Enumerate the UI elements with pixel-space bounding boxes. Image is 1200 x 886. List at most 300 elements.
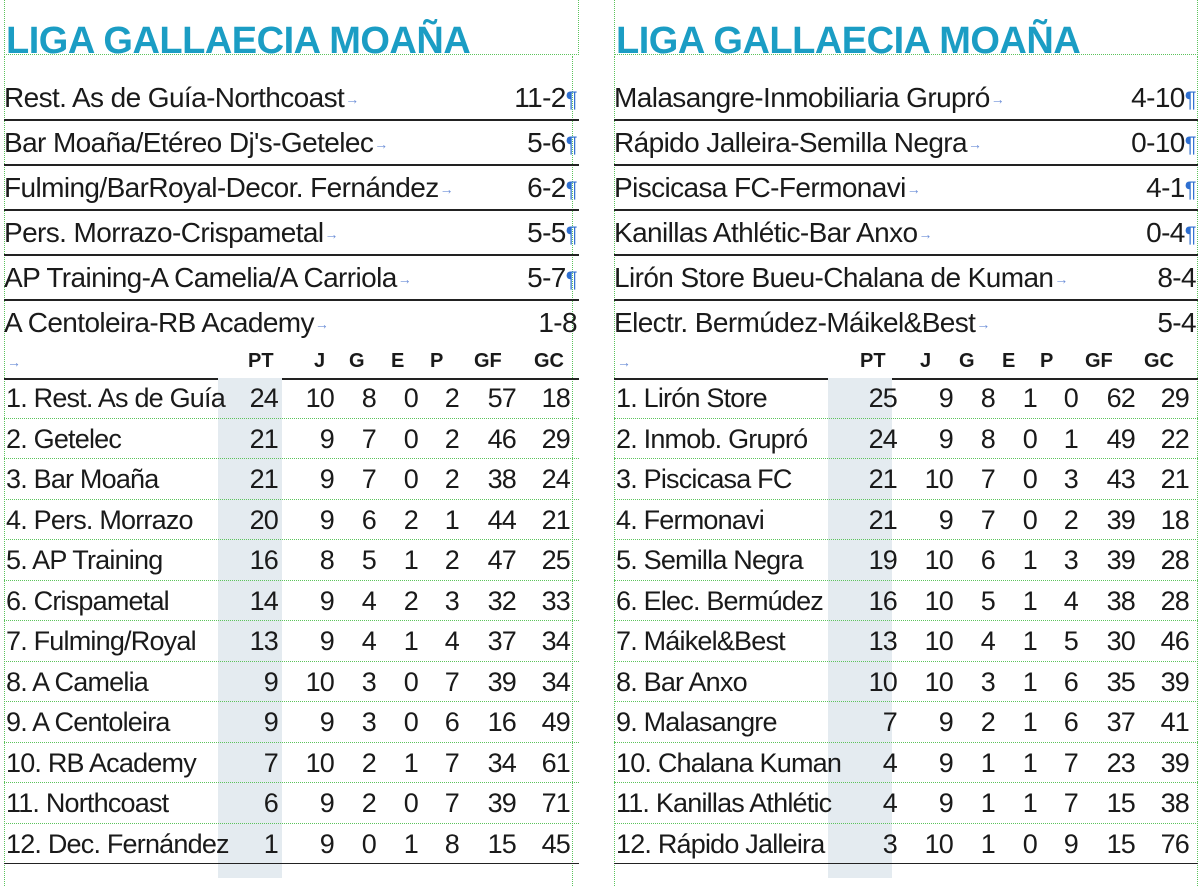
stat-g: 8 xyxy=(361,383,376,413)
stat-e: 1 xyxy=(403,828,418,859)
stat-gf: 43 xyxy=(1106,464,1135,494)
stat-e: 1 xyxy=(403,545,418,575)
stat-p: 2 xyxy=(444,464,459,494)
standings-table xyxy=(4,378,579,864)
header-gf: GF xyxy=(474,350,502,372)
stat-e: 1 xyxy=(1022,666,1037,697)
standings-row xyxy=(4,662,579,703)
match-score: 5-4 xyxy=(1157,306,1196,338)
standings-row xyxy=(614,621,1198,662)
stat-gf: 38 xyxy=(1106,585,1135,616)
stat-p: 0 xyxy=(1063,383,1078,413)
match-score: 0-4 xyxy=(1146,216,1185,248)
stat-g: 3 xyxy=(980,666,995,697)
stat-j: 9 xyxy=(319,788,334,818)
stat-e: 0 xyxy=(1022,423,1037,454)
stat-e: 0 xyxy=(403,464,418,494)
stat-g: 2 xyxy=(361,788,376,818)
stat-gc: 21 xyxy=(1160,464,1189,494)
standings-row xyxy=(4,702,579,743)
stat-gf: 44 xyxy=(487,504,516,535)
stat-j: 10 xyxy=(924,585,953,616)
result-row xyxy=(614,211,1198,256)
header-e: E xyxy=(391,350,405,372)
match-score: 6-2 xyxy=(527,171,566,203)
standings-row xyxy=(4,419,579,460)
stat-pt: 7 xyxy=(263,747,278,778)
stat-pt: 25 xyxy=(868,383,897,413)
stat-e: 2 xyxy=(403,504,418,535)
team-name: 6. Crispametal xyxy=(6,585,169,616)
result-row xyxy=(4,76,579,121)
team-name: 8. Bar Anxo xyxy=(616,666,747,697)
standings-row xyxy=(614,378,1198,419)
stat-j: 8 xyxy=(319,545,334,575)
stat-p: 7 xyxy=(444,666,459,697)
left-column xyxy=(4,0,579,886)
stat-gf: 32 xyxy=(487,585,516,616)
stat-gc: 46 xyxy=(1160,626,1189,656)
stat-gc: 21 xyxy=(541,504,570,535)
team-name: 11. Kanillas Athlétic xyxy=(616,788,832,818)
stat-p: 7 xyxy=(444,747,459,778)
result-row xyxy=(614,301,1198,344)
stat-p: 2 xyxy=(444,545,459,575)
match-name: Fulming/BarRoyal-Decor. Fernández xyxy=(4,171,439,203)
stat-p: 1 xyxy=(444,504,459,535)
stat-pt: 24 xyxy=(868,423,897,454)
stat-pt: 21 xyxy=(249,464,278,494)
pilcrow-icon: ¶ xyxy=(565,176,577,202)
standings-table xyxy=(614,378,1198,864)
standings-row xyxy=(4,581,579,622)
stat-g: 0 xyxy=(361,828,376,859)
stat-gf: 35 xyxy=(1106,666,1135,697)
league-title: LIGA GALLAECIA MOAÑA xyxy=(616,20,1081,62)
stat-e: 0 xyxy=(403,788,418,818)
stat-g: 5 xyxy=(980,585,995,616)
stat-e: 1 xyxy=(1022,788,1037,818)
stat-g: 4 xyxy=(361,626,376,656)
standings-row xyxy=(614,702,1198,743)
stat-j: 9 xyxy=(319,423,334,454)
standings-row xyxy=(614,500,1198,541)
stat-gf: 15 xyxy=(1106,828,1135,859)
stat-e: 1 xyxy=(1022,585,1037,616)
team-name: 5. AP Training xyxy=(6,545,163,575)
results-list xyxy=(614,76,1198,344)
stat-g: 2 xyxy=(980,707,995,737)
stat-j: 9 xyxy=(938,383,953,413)
stat-gf: 62 xyxy=(1106,383,1135,413)
stat-j: 9 xyxy=(938,747,953,778)
standings-row xyxy=(4,824,579,865)
stat-pt: 13 xyxy=(249,626,278,656)
stat-g: 4 xyxy=(980,626,995,656)
result-row xyxy=(614,166,1198,211)
stat-p: 9 xyxy=(1063,828,1078,859)
right-column xyxy=(614,0,1198,886)
stat-e: 1 xyxy=(1022,383,1037,413)
team-name: 12. Dec. Fernández xyxy=(6,828,229,859)
match-name: Bar Moaña/Etéreo Dj's-Getelec xyxy=(4,126,374,158)
stat-gc: 28 xyxy=(1160,545,1189,575)
stat-e: 0 xyxy=(1022,828,1037,859)
stat-gf: 46 xyxy=(487,423,516,454)
stat-gf: 16 xyxy=(487,707,516,737)
stat-j: 10 xyxy=(924,666,953,697)
stat-gc: 61 xyxy=(541,747,570,778)
stat-e: 0 xyxy=(1022,504,1037,535)
results-list xyxy=(4,76,579,344)
stat-gf: 49 xyxy=(1106,423,1135,454)
match-name: AP Training-A Camelia/A Carriola xyxy=(4,261,397,293)
header-pt: PT xyxy=(860,350,886,372)
match-name: Electr. Bermúdez-Máikel&Best xyxy=(614,306,976,338)
standings-row xyxy=(4,378,579,419)
standings-row xyxy=(4,500,579,541)
standings-rows xyxy=(4,378,579,864)
match-score: 1-8 xyxy=(538,306,577,338)
stat-pt: 7 xyxy=(882,707,897,737)
standings-row xyxy=(4,459,579,500)
stat-g: 4 xyxy=(361,585,376,616)
header-j: J xyxy=(920,350,932,372)
stat-g: 8 xyxy=(980,423,995,454)
tab-arrow-icon: → xyxy=(976,316,990,333)
header-g: G xyxy=(349,350,365,372)
tab-arrow-icon: → xyxy=(439,181,454,198)
match-score: 5-7 xyxy=(527,261,566,293)
stat-gc: 25 xyxy=(541,545,570,575)
stat-gc: 71 xyxy=(541,788,570,818)
stat-g: 8 xyxy=(980,383,995,413)
match-score: 4-1 xyxy=(1146,171,1185,203)
pilcrow-icon: ¶ xyxy=(1184,176,1196,202)
stat-j: 10 xyxy=(924,828,953,859)
stat-g: 7 xyxy=(980,464,995,494)
stat-pt: 16 xyxy=(249,545,278,575)
stat-j: 10 xyxy=(924,626,953,656)
stat-gf: 38 xyxy=(487,464,516,494)
stat-gc: 76 xyxy=(1160,828,1189,859)
stat-gc: 49 xyxy=(541,707,570,737)
team-name: 1. Lirón Store xyxy=(616,383,767,413)
team-name: 4. Fermonavi xyxy=(616,504,764,535)
stat-p: 6 xyxy=(1063,666,1078,697)
stat-j: 9 xyxy=(319,504,334,535)
stat-gf: 34 xyxy=(487,747,516,778)
header-e: E xyxy=(1002,350,1016,372)
stat-j: 9 xyxy=(938,788,953,818)
tab-arrow-icon: → xyxy=(990,91,1005,108)
tab-arrow-icon: → xyxy=(374,136,388,153)
match-score: 8-4 xyxy=(1157,261,1196,293)
tab-arrow-icon: → xyxy=(7,354,21,370)
league-title: LIGA GALLAECIA MOAÑA xyxy=(6,20,471,62)
result-row xyxy=(614,76,1198,121)
stat-j: 9 xyxy=(319,626,334,656)
tab-arrow-icon: → xyxy=(918,226,932,243)
stat-g: 7 xyxy=(980,504,995,535)
team-name: 3. Piscicasa FC xyxy=(616,464,792,494)
stat-gc: 38 xyxy=(1160,788,1189,818)
stat-e: 0 xyxy=(403,423,418,454)
stat-j: 9 xyxy=(319,585,334,616)
team-name: 1. Rest. As de Guía xyxy=(6,383,225,413)
stat-g: 2 xyxy=(361,747,376,778)
team-name: 7. Máikel&Best xyxy=(616,626,785,656)
stat-gf: 37 xyxy=(1106,707,1135,737)
stat-e: 1 xyxy=(403,747,418,778)
stat-gf: 39 xyxy=(487,666,516,697)
header-gf: GF xyxy=(1085,350,1113,372)
stat-p: 2 xyxy=(444,423,459,454)
result-row xyxy=(4,166,579,211)
stat-p: 3 xyxy=(1063,545,1078,575)
stat-gc: 39 xyxy=(1160,666,1189,697)
stat-g: 7 xyxy=(361,423,376,454)
stat-p: 2 xyxy=(444,383,459,413)
team-name: 2. Inmob. Grupró xyxy=(616,423,808,454)
stat-gc: 18 xyxy=(541,383,570,413)
pilcrow-icon: ¶ xyxy=(565,266,577,292)
stat-e: 2 xyxy=(403,585,418,616)
stat-gc: 41 xyxy=(1160,707,1189,737)
stat-j: 10 xyxy=(305,383,334,413)
stat-p: 6 xyxy=(444,707,459,737)
pilcrow-icon: ¶ xyxy=(565,131,577,157)
pilcrow-icon: ¶ xyxy=(1184,131,1196,157)
tab-arrow-icon: → xyxy=(617,354,631,370)
stat-gf: 30 xyxy=(1106,626,1135,656)
stat-j: 10 xyxy=(924,464,953,494)
stat-pt: 6 xyxy=(263,788,278,818)
stat-p: 6 xyxy=(1063,707,1078,737)
header-pt: PT xyxy=(248,350,274,372)
tab-arrow-icon: → xyxy=(397,271,412,288)
match-name: Rest. As de Guía-Northcoast xyxy=(4,81,345,113)
stat-pt: 20 xyxy=(249,504,278,535)
stat-g: 3 xyxy=(361,666,376,697)
stat-p: 1 xyxy=(1063,423,1078,454)
stat-j: 9 xyxy=(319,464,334,494)
stat-g: 3 xyxy=(361,707,376,737)
match-score: 11-2 xyxy=(514,81,566,113)
stat-e: 1 xyxy=(1022,707,1037,737)
stat-e: 1 xyxy=(1022,626,1037,656)
stat-pt: 9 xyxy=(263,666,278,697)
standings-row xyxy=(614,743,1198,784)
stat-j: 10 xyxy=(305,747,334,778)
standings-row xyxy=(614,419,1198,460)
stat-pt: 16 xyxy=(868,585,897,616)
stat-gc: 29 xyxy=(1160,383,1189,413)
standings-row xyxy=(614,783,1198,824)
stat-g: 1 xyxy=(980,828,995,859)
match-name: Pers. Morrazo-Crispametal xyxy=(4,216,324,248)
stat-p: 3 xyxy=(444,585,459,616)
stat-pt: 13 xyxy=(868,626,897,656)
tab-arrow-icon: → xyxy=(314,316,329,333)
header-gc: GC xyxy=(534,350,564,372)
team-name: 6. Elec. Bermúdez xyxy=(616,585,824,616)
match-name: Rápido Jalleira-Semilla Negra xyxy=(614,126,967,158)
stat-g: 1 xyxy=(980,788,995,818)
stat-p: 5 xyxy=(1063,626,1078,656)
header-p: P xyxy=(1040,350,1054,372)
stat-j: 9 xyxy=(319,707,334,737)
match-score: 4-10 xyxy=(1131,81,1185,113)
stat-e: 0 xyxy=(403,707,418,737)
result-row xyxy=(614,256,1198,301)
stat-pt: 4 xyxy=(882,747,897,778)
stat-gf: 23 xyxy=(1106,747,1135,778)
stat-gc: 33 xyxy=(541,585,570,616)
tab-arrow-icon: → xyxy=(324,226,338,243)
stat-g: 6 xyxy=(980,545,995,575)
stat-e: 1 xyxy=(1022,747,1037,778)
stat-pt: 24 xyxy=(249,383,278,413)
result-row xyxy=(4,211,579,256)
stat-gf: 15 xyxy=(1106,788,1135,818)
pilcrow-icon: ¶ xyxy=(1184,221,1196,247)
result-row xyxy=(614,121,1198,166)
stat-p: 7 xyxy=(444,788,459,818)
stat-pt: 19 xyxy=(868,545,897,575)
standings-row xyxy=(4,743,579,784)
standings-row xyxy=(614,581,1198,622)
stat-pt: 21 xyxy=(868,464,897,494)
stat-p: 3 xyxy=(1063,464,1078,494)
stat-g: 1 xyxy=(980,747,995,778)
stat-e: 0 xyxy=(403,666,418,697)
team-name: 3. Bar Moaña xyxy=(6,464,159,494)
stat-gf: 39 xyxy=(1106,504,1135,535)
stat-gc: 18 xyxy=(1160,504,1189,535)
pilcrow-icon: ¶ xyxy=(565,221,577,247)
stat-g: 6 xyxy=(361,504,376,535)
tab-arrow-icon: → xyxy=(345,91,359,108)
stat-j: 10 xyxy=(924,545,953,575)
stat-gf: 15 xyxy=(487,828,516,859)
match-score: 0-10 xyxy=(1131,126,1185,158)
stat-j: 9 xyxy=(938,504,953,535)
stat-gc: 22 xyxy=(1160,423,1189,454)
stat-j: 9 xyxy=(938,707,953,737)
team-name: 5. Semilla Negra xyxy=(616,545,803,575)
team-name: 10. RB Academy xyxy=(6,747,196,778)
stat-gc: 34 xyxy=(541,666,570,697)
stat-gf: 47 xyxy=(487,545,516,575)
stat-j: 9 xyxy=(319,828,334,859)
standings-row xyxy=(4,540,579,581)
team-name: 10. Chalana Kuman xyxy=(616,747,842,778)
match-score: 5-6 xyxy=(527,126,566,158)
stat-pt: 1 xyxy=(263,828,278,859)
stat-pt: 21 xyxy=(868,504,897,535)
stat-gc: 39 xyxy=(1160,747,1189,778)
stat-pt: 14 xyxy=(249,585,278,616)
stat-p: 2 xyxy=(1063,504,1078,535)
stat-p: 8 xyxy=(444,828,459,859)
standings-row xyxy=(614,540,1198,581)
stat-e: 1 xyxy=(403,626,418,656)
stat-e: 0 xyxy=(403,383,418,413)
standings-row xyxy=(614,662,1198,703)
team-name: 7. Fulming/Royal xyxy=(6,626,196,656)
stat-p: 7 xyxy=(1063,747,1078,778)
team-name: 4. Pers. Morrazo xyxy=(6,504,193,535)
stat-pt: 10 xyxy=(868,666,897,697)
standings-row xyxy=(614,459,1198,500)
stat-j: 9 xyxy=(938,423,953,454)
stat-j: 10 xyxy=(305,666,334,697)
stat-e: 1 xyxy=(1022,545,1037,575)
team-name: 9. A Centoleira xyxy=(6,707,170,737)
pilcrow-icon: ¶ xyxy=(1184,86,1196,112)
match-name: Lirón Store Bueu-Chalana de Kuman xyxy=(614,261,1054,293)
stat-gf: 39 xyxy=(1106,545,1135,575)
stat-p: 7 xyxy=(1063,788,1078,818)
team-name: 12. Rápido Jalleira xyxy=(616,828,825,859)
stat-gc: 45 xyxy=(541,828,570,859)
standings-header xyxy=(4,344,579,380)
header-p: P xyxy=(430,350,444,372)
team-name: 2. Getelec xyxy=(6,423,122,454)
result-row xyxy=(4,121,579,166)
stat-e: 0 xyxy=(1022,464,1037,494)
stat-gc: 28 xyxy=(1160,585,1189,616)
stat-p: 4 xyxy=(444,626,459,656)
stat-gf: 57 xyxy=(487,383,516,413)
team-name: 11. Northcoast xyxy=(6,788,169,818)
pilcrow-icon: ¶ xyxy=(565,86,577,112)
stat-g: 5 xyxy=(361,545,376,575)
stat-p: 4 xyxy=(1063,585,1078,616)
standings-header xyxy=(614,344,1198,380)
match-name: Piscicasa FC-Fermonavi xyxy=(614,171,906,203)
tab-arrow-icon: → xyxy=(906,181,921,198)
stat-gf: 39 xyxy=(487,788,516,818)
standings-row xyxy=(4,621,579,662)
stat-pt: 4 xyxy=(882,788,897,818)
standings-rows xyxy=(614,378,1198,864)
stat-g: 7 xyxy=(361,464,376,494)
tab-arrow-icon: → xyxy=(1054,271,1068,288)
team-name: 9. Malasangre xyxy=(616,707,777,737)
match-name: Kanillas Athlétic-Bar Anxo xyxy=(614,216,918,248)
stat-gc: 24 xyxy=(541,464,570,494)
standings-row xyxy=(614,824,1198,865)
stat-pt: 3 xyxy=(882,828,897,859)
tab-arrow-icon: → xyxy=(968,136,982,153)
header-gc: GC xyxy=(1144,350,1174,372)
standings-row xyxy=(4,783,579,824)
result-row xyxy=(4,301,579,344)
stat-gc: 29 xyxy=(541,423,570,454)
stat-gf: 37 xyxy=(487,626,516,656)
header-j: J xyxy=(314,350,326,372)
stat-pt: 9 xyxy=(263,707,278,737)
stat-gc: 34 xyxy=(541,626,570,656)
team-name: 8. A Camelia xyxy=(6,666,148,697)
match-score: 5-5 xyxy=(527,216,566,248)
header-g: G xyxy=(959,350,975,372)
match-name: Malasangre-Inmobiliaria Grupró xyxy=(614,81,990,113)
stat-pt: 21 xyxy=(249,423,278,454)
match-name: A Centoleira-RB Academy xyxy=(4,306,314,338)
